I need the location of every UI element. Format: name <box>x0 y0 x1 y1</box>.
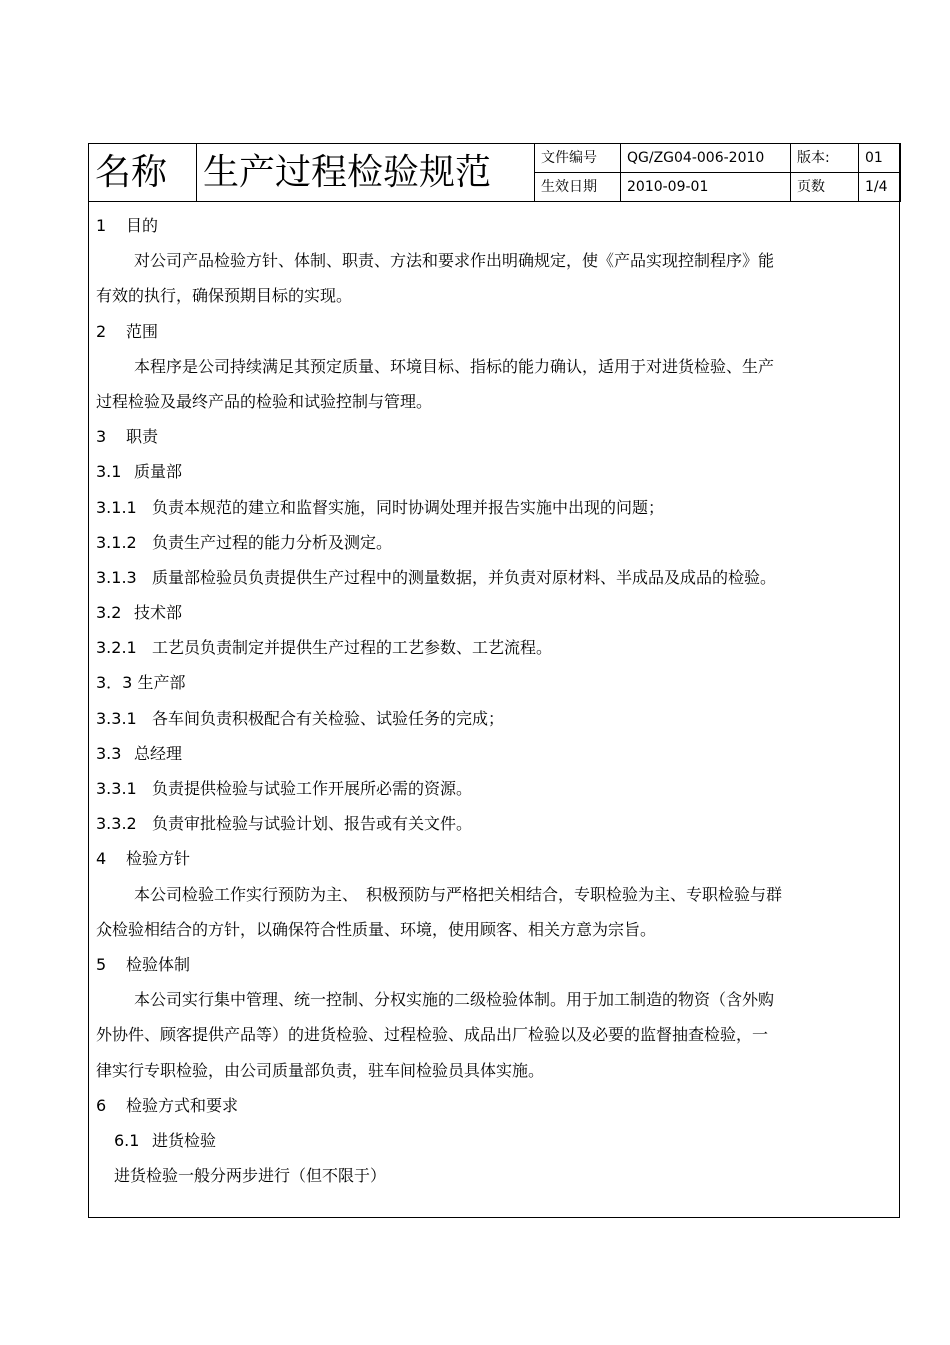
paragraph-line: 律实行专职检验，由公司质量部负责，驻车间检验员具体实施。 <box>96 1060 545 1080</box>
subsection-heading: 3.3 总经理 <box>96 743 183 763</box>
effective-date-label: 生效日期 <box>535 173 621 202</box>
subsection-heading: 3.1 质量部 <box>96 462 183 482</box>
section-heading: 6 检验方式和要求 <box>96 1095 239 1115</box>
list-item: 3.1.3 质量部检验员负责提供生产过程中的测量数据，并负责对原材料、半成品及成品的检验。 <box>96 567 777 587</box>
version: 01 <box>859 144 901 173</box>
version-label: 版本: <box>791 144 859 173</box>
paragraph-line: 本程序是公司持续满足其预定质量、环境目标、指标的能力确认，适用于对进货检验、生产 <box>134 356 775 376</box>
document-title: 生产过程检验规范 <box>197 144 535 202</box>
list-item: 3.3.2 负责审批检验与试验计划、报告或有关文件。 <box>96 814 473 834</box>
section-heading: 1 目的 <box>96 216 159 235</box>
paragraph-line: 有效的执行，确保预期目标的实现。 <box>96 286 353 306</box>
doc-number: QG/ZG04-006-2010 <box>621 144 791 173</box>
list-item: 3.1.1 负责本规范的建立和监督实施，同时协调处理并报告实施中出现的问题； <box>96 497 665 517</box>
section-heading: 2 范围 <box>96 321 159 341</box>
paragraph-line: 本公司检验工作实行预防为主、 积极预防与严格把关相结合，专职检验为主、专职检验与群 <box>134 884 783 904</box>
list-item: 3.3.1 各车间负责积极配合有关检验、试验任务的完成； <box>96 708 505 728</box>
subsection-heading: 3．3 生产部 <box>96 673 186 693</box>
subsection-heading: 3.2 技术部 <box>96 603 183 623</box>
paragraph-line: 本公司实行集中管理、统一控制、分权实施的二级检验体制。用于加工制造的物资（含外购 <box>134 990 775 1010</box>
page-count: 1/4 <box>859 173 901 202</box>
subsection-heading: 6.1 进货检验 <box>114 1130 217 1150</box>
document-header <box>88 143 901 202</box>
doc-number-label: 文件编号 <box>535 144 621 173</box>
document-body <box>96 208 859 1193</box>
paragraph-line: 进货检验一般分两步进行（但不限于） <box>114 1166 387 1186</box>
paragraph-line: 对公司产品检验方针、体制、职责、方法和要求作出明确规定，使《产品实现控制程序》能 <box>134 251 775 271</box>
paragraph-line: 过程检验及最终产品的检验和试验控制与管理。 <box>96 391 433 411</box>
paragraph-line: 众检验相结合的方针，以确保符合性质量、环境，使用顾客、相关方意为宗旨。 <box>96 919 657 939</box>
list-item: 3.2.1 工艺员负责制定并提供生产过程的工艺参数、工艺流程。 <box>96 638 553 658</box>
page-count-label: 页数 <box>791 173 859 202</box>
section-heading: 5 检验体制 <box>96 954 191 974</box>
list-item: 3.3.1 负责提供检验与试验工作开展所必需的资源。 <box>96 779 473 798</box>
section-heading: 4 检验方针 <box>96 849 191 869</box>
document-frame <box>88 143 900 1218</box>
list-item: 3.1.2 负责生产过程的能力分析及测定。 <box>96 532 393 552</box>
paragraph-line: 外协件、顾客提供产品等）的进货检验、过程检验、成品出厂检验以及必要的监督抽查检验，一 <box>96 1025 769 1045</box>
effective-date: 2010-09-01 <box>621 173 791 202</box>
section-heading: 3 职责 <box>96 427 159 447</box>
name-label: 名称 <box>89 144 197 202</box>
